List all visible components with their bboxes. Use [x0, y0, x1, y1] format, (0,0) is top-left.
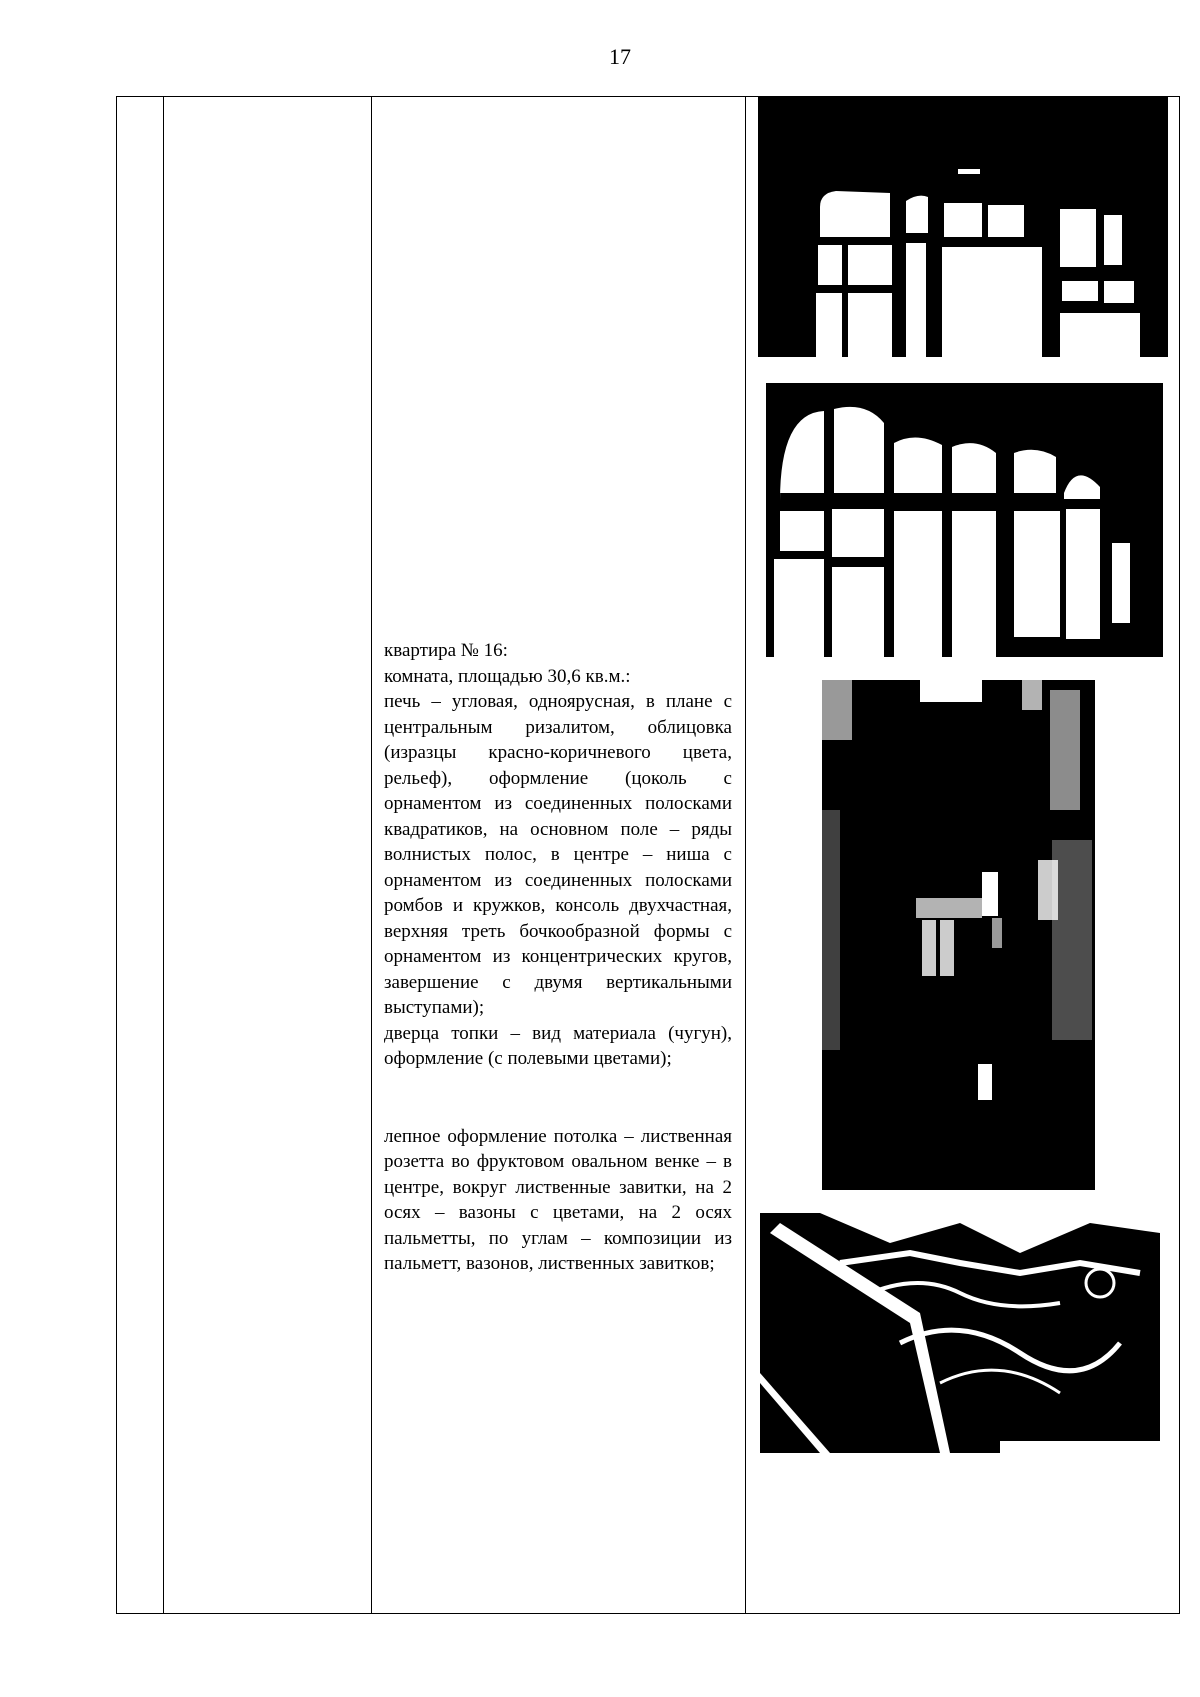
stove-photo — [822, 680, 1095, 1190]
page-number: 17 — [609, 44, 631, 69]
window-photo-1 — [758, 97, 1168, 357]
description-cell — [384, 638, 732, 1277]
door-description: дверца топки – вид материала (чугун), оформление (с полевыми цветами); — [384, 1022, 732, 1069]
column-divider — [371, 97, 372, 1613]
apartment-heading: квартира № 16: — [384, 640, 508, 661]
stove-description: печь – угловая, одноярусная, в плане с центральным ризалитом, облицовка (изразцы красно-коричневого цвета, рельеф), оформление (цоколь с орнаментом из соединенных полосками квадратиков, на основном поле – ряды волнистых полос, в центре – ниша с орнаментом из соединенных полосками ромбов и кружков, консоль двухчастная, верхняя треть бочкообразной формы с орнаментом из концентрических кругов, завершение с двумя вертикальными выступами); — [384, 691, 732, 1018]
ceiling-photo — [760, 1203, 1160, 1453]
window-photo-2 — [766, 383, 1163, 657]
column-divider — [745, 97, 746, 1613]
column-divider — [163, 97, 164, 1613]
room-heading: комната, площадью 30,6 кв.м.: — [384, 665, 631, 687]
ceiling-description: лепное оформление потолка – лиственная розетта во фруктовом овальном венке – в центре, вокруг лиственные завитки, на 2 осях – вазоны с цветами, на 2 осях пальметты, по углам – композиции из пальметт, вазонов, лиственных завитков; — [384, 1125, 732, 1274]
